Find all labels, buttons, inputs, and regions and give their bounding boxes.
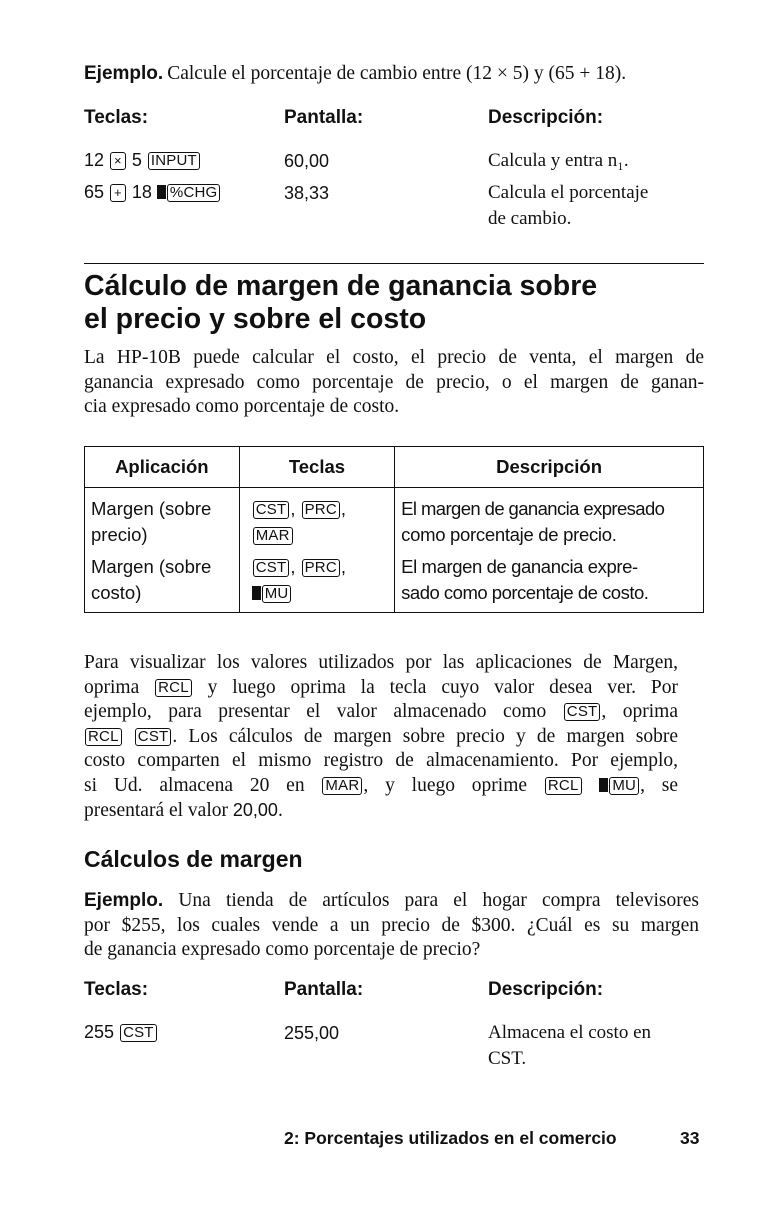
example-label: Ejemplo. <box>84 890 164 911</box>
example1-intro <box>84 63 626 85</box>
description-row-1: Almacena el costo en CST. <box>488 1022 652 1069</box>
section-title: Cálculo de margen de ganancia sobre el precio y sobre el costo <box>84 270 598 335</box>
display-row-1: 60,00 <box>284 151 330 171</box>
table-header-keys: Teclas <box>239 447 394 488</box>
keys-header: Teclas: <box>84 107 149 128</box>
keys-row-1: 255 CST <box>84 1022 158 1043</box>
table-header-app: Aplicación <box>85 447 240 488</box>
description-header: Descripción: <box>488 107 604 128</box>
subsection-title: Cálculos de margen <box>84 846 303 872</box>
mu-key: MU <box>609 777 639 795</box>
keys-header: Teclas: <box>84 979 149 1000</box>
mar-key: MAR <box>253 527 293 545</box>
description-row-1: Calcula y entra n₁. <box>488 150 629 171</box>
cst-key: CST <box>120 1024 157 1042</box>
prc-key: PRC <box>302 501 340 519</box>
description-header: Descripción: <box>488 979 604 1000</box>
margin-applications-table <box>84 446 704 613</box>
example2-text: Ejemplo. Una tienda de artículos para el hogar compra televisores por $255, los cuales vende a un precio de $300. ¿Cuál es su margen de ganancia expresado como porcentaje de precio? <box>84 890 699 960</box>
pct-change-key: %CHG <box>167 184 220 202</box>
shift-key-icon <box>599 778 608 792</box>
mar-key: MAR <box>322 777 362 795</box>
rcl-key: RCL <box>155 679 192 697</box>
table-header-row <box>85 447 704 488</box>
section-intro: La HP-10B puede calcular el costo, el precio de venta, el margen de ganancia expresado como porcentaje de precio, o el margen de ganan- cia expresado como porcentaje de costo. <box>84 347 704 417</box>
shift-key-icon <box>157 185 166 199</box>
table-row: Margen (sobre precio) CST , PRC , MAR El margen de ganancia expresado como porcentaje de precio. <box>85 488 704 549</box>
example-label: Ejemplo. <box>84 63 164 84</box>
table-row: Margen (sobre costo) CST , PRC , MU El margen de ganancia expre- sado como porcentaje de costo. <box>85 548 704 613</box>
cst-key: CST <box>253 501 290 519</box>
keys-row-2: 65 + 18 %CHG <box>84 182 221 203</box>
table-header-desc: Descripción <box>395 447 704 488</box>
display-header: Pantalla: <box>284 107 364 128</box>
section-rule <box>84 263 704 264</box>
input-key: INPUT <box>148 152 200 170</box>
prc-key: PRC <box>302 559 340 577</box>
cst-key: CST <box>564 703 601 721</box>
mu-key: MU <box>262 585 292 603</box>
display-row-2: 38,33 <box>284 183 330 203</box>
footer-chapter: 2: Porcentajes utilizados en el comercio <box>284 1128 617 1148</box>
cst-key: CST <box>253 559 290 577</box>
rcl-key: RCL <box>545 777 582 795</box>
times-key: × <box>110 152 126 170</box>
recall-paragraph: Para visualizar los valores utilizados por las aplicaciones de Margen, oprima RCL y luego oprima la tecla cuyo valor desea ver. Por ejemplo, para presentar el valor almacenado como CST , oprima RCL CST . Los cálculos de margen sobre precio y de margen sobre costo comparten el mismo registro de almacenamiento. Por ejemplo, si Ud. almacena 20 en MAR , y luego oprime RCL MU , se presentará el valor 20,00. <box>84 652 679 821</box>
cst-key: CST <box>135 728 172 746</box>
display-header: Pantalla: <box>284 979 364 1000</box>
display-row-1: 255,00 <box>284 1023 340 1043</box>
page-number: 33 <box>680 1128 700 1148</box>
example-text: Calcule el porcentaje de cambio entre (12 × 5) y (65 + 18). <box>167 63 627 84</box>
keys-row-1: 12 × 5 INPUT <box>84 150 201 171</box>
shift-key-icon <box>252 586 261 600</box>
plus-key: + <box>110 184 126 202</box>
description-row-2: Calcula el porcentaje de cambio. <box>488 182 649 229</box>
rcl-key: RCL <box>85 728 122 746</box>
